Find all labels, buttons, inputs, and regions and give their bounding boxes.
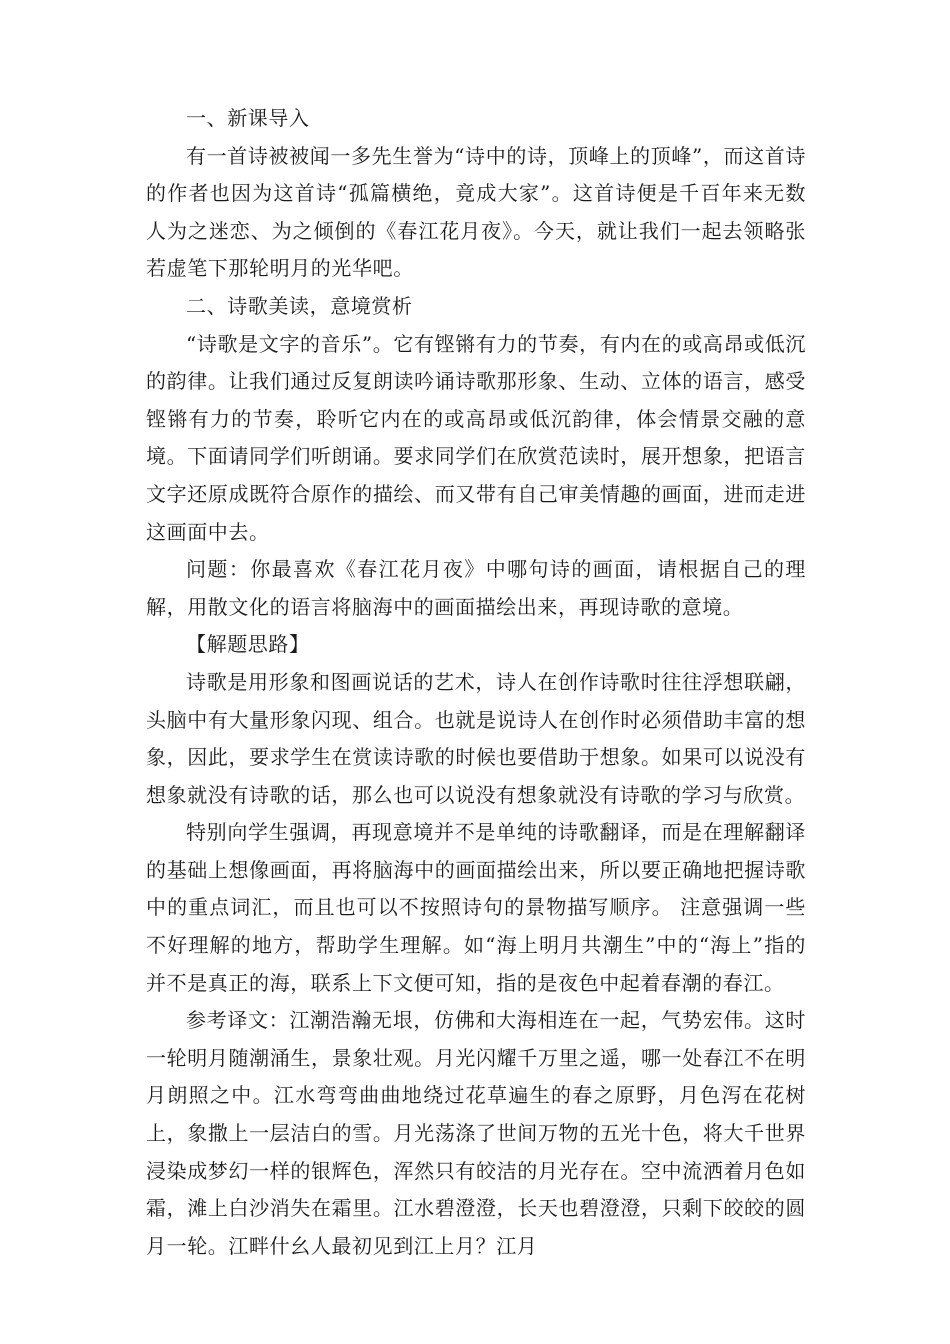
section-heading-intro: 一、新课导入 <box>186 106 310 130</box>
document-body <box>146 100 806 1265</box>
paragraph-emphasis: 特别向学生强调，再现意境并不是单纯的诗歌翻译，而是在理解翻译的基础上想像画面，再将脑海中的画面描绘出来，所以要正确地把握诗歌中的重点词汇，而且也可以不按照诗句的景物描写顺序。 注意强调一些不好理解的地方，帮助学生理解。如“海上明月共潮生”中的“海上”指的并不是真正的海，联系上下文便可知，指的是夜色中起着春潮的春江。 <box>146 820 806 995</box>
paragraph-solution: 诗歌是用形象和图画说话的艺术，诗人在创作诗歌时往往浮想联翩，头脑中有大量形象闪现、组合。也就是说诗人在创作时必须借助丰富的想象，因此，要求学生在赏读诗歌的时候也要借助于想象。如果可以说没有想象就没有诗歌的话，那么也可以说没有想象就没有诗歌的学习与欣赏。 <box>146 669 806 807</box>
section-heading-reading: 二、诗歌美读，意境赏析 <box>186 293 413 318</box>
paragraph-translation: 参考译文：江潮浩瀚无垠，仿佛和大海相连在一起，气势宏伟。这时一轮明月随潮涌生，景象壮观。月光闪耀千万里之遥，哪一处春江不在明月朗照之中。江水弯弯曲曲地绕过花草遍生的春之原野，月色泻在花树上，象撒上一层洁白的雪。月光荡涤了世间万物的五光十色，将大千世界浸染成梦幻一样的银辉色，浑然只有皎洁的月光存在。空中流洒着月色如霜，滩上白沙消失在霜里。江水碧澄澄，长天也碧澄澄，只剩下皎皎的圆月一轮。江畔什幺人最初见到江上月？江月 <box>146 1008 806 1258</box>
paragraph-intro: 有一首诗被被闻一多先生誉为“诗中的诗，顶峰上的顶峰”，而这首诗的作者也因为这首诗“孤篇横绝，竟成大家”。这首诗便是千百年来无数人为之迷恋、为之倾倒的《春江花月夜》。今天，就让我们一起去领略张若虚笔下那轮明月的光华吧。 <box>146 143 806 281</box>
section-heading-solution: 【解题思路】 <box>186 632 310 657</box>
paragraph-question: 问题：你最喜欢《春江花月夜》中哪句诗的画面，请根据自己的理解，用散文化的语言将脑海中的画面描绘出来，再现诗歌的意境。 <box>146 557 806 619</box>
paragraph-reading: “诗歌是文字的音乐”。它有铿锵有力的节奏，有内在的或高昂或低沉的韵律。让我们通过反复朗读吟诵诗歌那形象、生动、立体的语言，感受铿锵有力的节奏，聆听它内在的或高昂或低沉韵律，体会情景交融的意境。下面请同学们听朗诵。要求同学们在欣赏范读时，展开想象，把语言文字还原成既符合原作的描绘、而又带有自己审美情趣的画面，进而走进这画面中去。 <box>146 331 806 544</box>
